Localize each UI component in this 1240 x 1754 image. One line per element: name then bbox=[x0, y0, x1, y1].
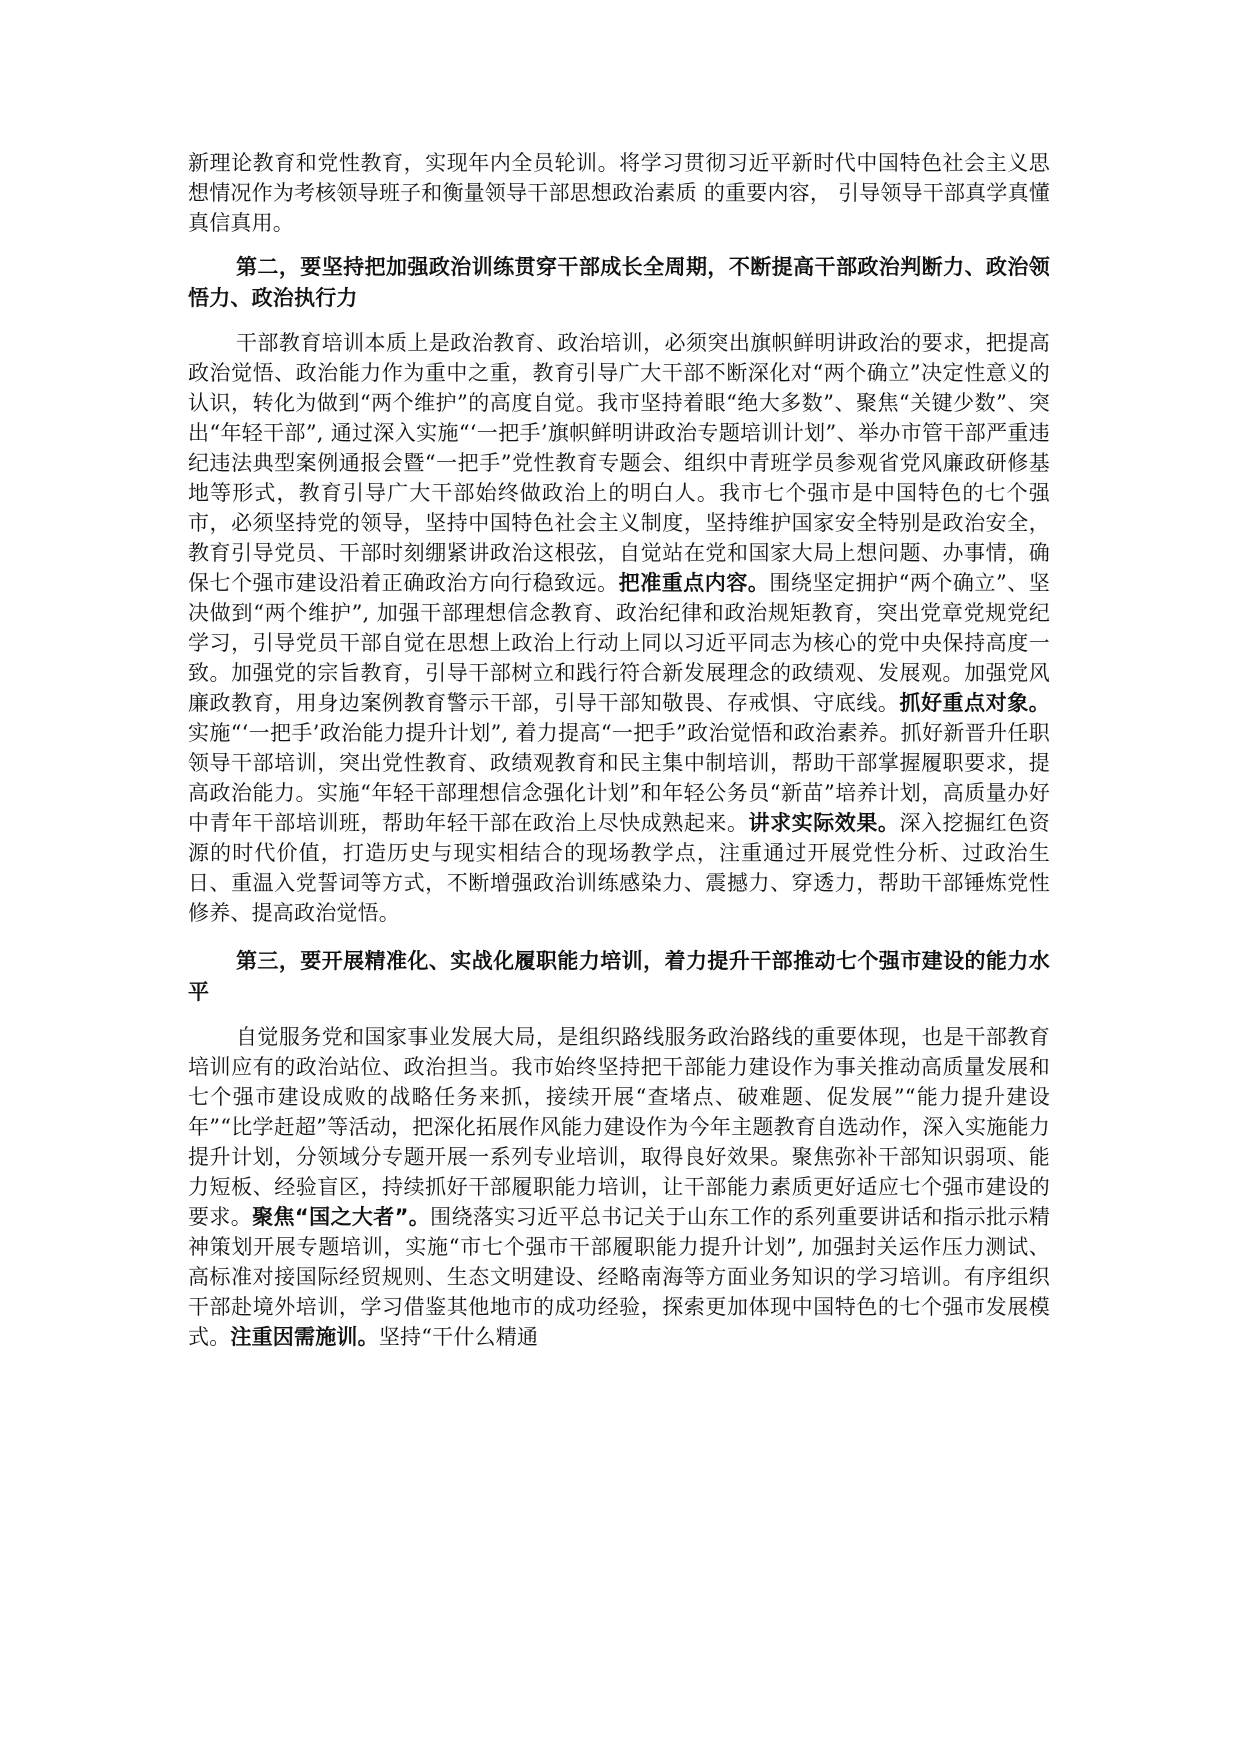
document-page bbox=[188, 148, 1050, 1352]
section-3-text-1: 自觉服务党和国家事业发展大局，是组织路线服务政治路线的重要体现，也是干部教育培训应有的政治站位、政治担当。我市始终坚持把干部能力建设作为事关推动高质量发展和七个强市建设成败的战略任务来抓，接续开展“查堵点、破难题、促发展”“能力提升建设年”“比学赶超”等活动，把深化拓展作风能力建设作为今年主题教育自选动作，深入实施能力提升计划，分领域分专题开展一系列专业培训，取得良好效果。聚焦弥补干部知识弱项、能力短板、经验盲区，持续抓好干部履职能力培训，让干部能力素质更好适应七个强市建设的要求。 bbox=[188, 1025, 1050, 1229]
section-3-heading: 第三，要开展精准化、实战化履职能力培训，着力提升干部推动七个强市建设的能力水平 bbox=[188, 949, 1050, 1004]
spacer bbox=[188, 314, 1050, 328]
section-2-text-3: 实施“‘一把手’政治能力提升计划”, 着力提高“一把手”政治觉悟和政治素养。抓好新晋升任职领导干部培训，突出党性教育、政绩观教育和民主集中制培训，帮助干部掌握履职要求，提高政治能力。实施“年轻干部理想信念强化计划”和年轻公务员“新苗”培养计划，高质量办好中青年干部培训班，帮助年轻干部在政治上尽快成熟起来。 bbox=[188, 721, 1050, 835]
section-3-keyword-2: 注重因需施训。 bbox=[230, 1325, 379, 1349]
section-2-keyword-3: 讲求实际效果。 bbox=[748, 811, 900, 835]
section-2-keyword-2: 抓好重点对象。 bbox=[899, 691, 1050, 715]
section-2-keyword-1: 把准重点内容。 bbox=[618, 571, 770, 595]
section-2-text-2: 围绕坚定拥护“两个确立”、坚决做到“两个维护”, 加强干部理想信念教育、政治纪律和政治规矩教育，突出党章党规党纪学习，引导党员干部自觉在思想上政治上行动上同以习近平同志为核心的党中央保持高度一致。加强党的宗旨教育，引导干部树立和践行符合新发展理念的政绩观、发展观。加强党风廉政教育，用身边案例教育警示干部，引导干部知敬畏、存戒惧、守底线。 bbox=[188, 571, 1050, 715]
section-2-body bbox=[188, 328, 1050, 928]
section-3-keyword-1: 聚焦“国之大者”。 bbox=[252, 1205, 431, 1229]
section-2-heading: 第二，要坚持把加强政治训练贯穿干部成长全周期，不断提高干部政治判断力、政治领悟力、政治执行力 bbox=[188, 255, 1050, 310]
intro-paragraph bbox=[188, 148, 1050, 238]
section-3-text-3: 坚持“干什么精通 bbox=[378, 1325, 539, 1349]
spacer bbox=[188, 928, 1050, 946]
spacer bbox=[188, 238, 1050, 252]
section-3-text-2: 围绕落实习近平总书记关于山东工作的系列重要讲话和指示批示精神策划开展专题培训，实施“市七个强市干部履职能力提升计划”, 加强封关运作压力测试、高标准对接国际经贸规则、生态文明建设、经略南海等方面业务知识的学习培训。有序组织干部赴境外培训，学习借鉴其他地市的成功经验，探索更加体现中国特色的七个强市发展模式。 bbox=[188, 1205, 1050, 1349]
section-2-text-1: 干部教育培训本质上是政治教育、政治培训，必须突出旗帜鲜明讲政治的要求，把提高政治觉悟、政治能力作为重中之重，教育引导广大干部不断深化对“两个确立”决定性意义的认识，转化为做到“两个维护”的高度自觉。我市坚持着眼“绝大多数”、聚焦“关键少数”、突出“年轻干部”, 通过深入实施“‘一把手’旗帜鲜明讲政治专题培训计划”、举办市管干部严重违纪违法典型案例通报会暨“一把手”党性教育专题会、组织中青班学员参观省党风廉政研修基地等形式，教育引导广大干部始终做政治上的明白人。我市七个强市是中国特色的七个强市，必须坚持党的领导，坚持中国特色社会主义制度，坚持维护国家安全特别是政治安全，教育引导党员、干部时刻绷紧讲政治这根弦，自觉站在党和国家大局上想问题、办事情，确保七个强市建设沿着正确政治方向行稳致远。 bbox=[188, 331, 1050, 595]
intro-text: 新理论教育和党性教育，实现年内全员轮训。将学习贯彻习近平新时代中国特色社会主义思想情况作为考核领导班子和衡量领导干部思想政治素质 的重要内容， 引导领导干部真学真懂真信真用。 bbox=[188, 151, 1050, 235]
section-3-body bbox=[188, 1022, 1050, 1352]
spacer bbox=[188, 1008, 1050, 1022]
section-2-text-4: 深入挖掘红色资源的时代价值，打造历史与现实相结合的现场教学点，注重通过开展党性分析、过政治生日、重温入党誓词等方式，不断增强政治训练感染力、震撼力、穿透力，帮助干部锤炼党性修养、提高政治觉悟。 bbox=[188, 811, 1051, 925]
